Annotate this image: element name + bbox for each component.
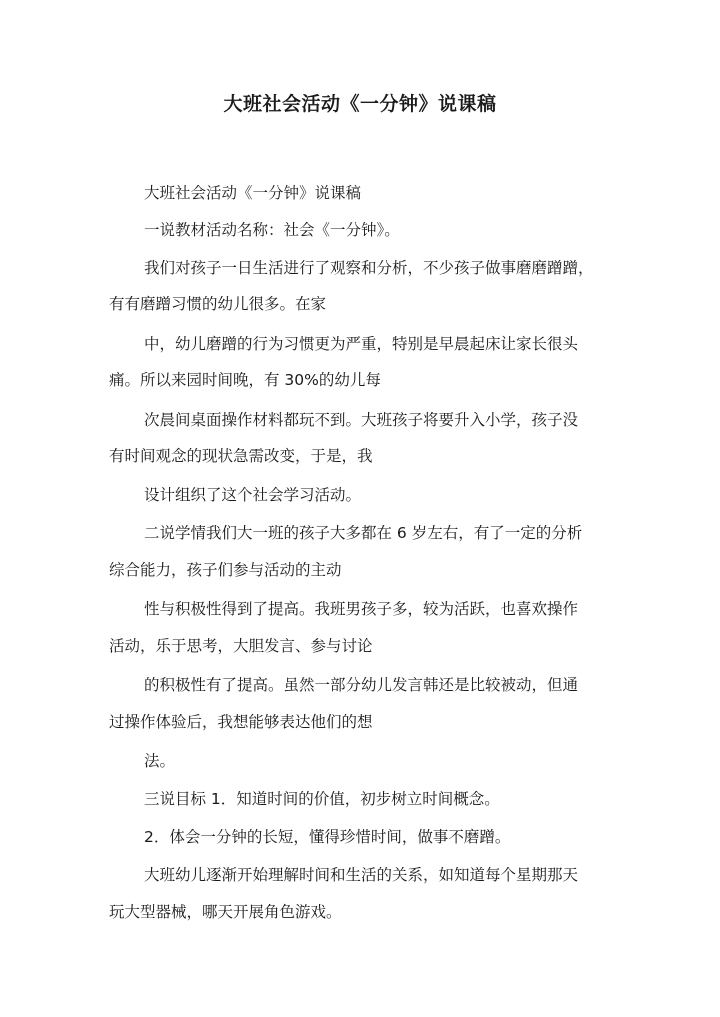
- paragraph-line: 法。: [144, 752, 176, 770]
- paragraph-line: 中，幼儿磨蹭的行为习惯更为严重，特别是早晨起床让家长很头: [144, 335, 579, 353]
- paragraph-line: 大班幼儿逐渐开始理解时间和生活的关系，如知道每个星期那天: [144, 866, 579, 884]
- paragraph-line: 的积极性有了提高。虽然一部分幼儿发言韩还是比较被动，但通: [144, 676, 579, 694]
- paragraph-line: 大班社会活动《一分钟》说课稿: [144, 184, 362, 202]
- paragraph-line: 一说教材活动名称：社会《一分钟》。: [144, 221, 400, 239]
- paragraph-line: 2．体会一分钟的长短，懂得珍惜时间，做事不磨蹭。: [144, 828, 511, 846]
- paragraph-line: 综合能力，孩子们参与活动的主动: [109, 561, 342, 579]
- paragraph-line: 三说目标 1．知道时间的价值，初步树立时间概念。: [144, 790, 500, 808]
- paragraph-line: 痛。所以来园时间晚，有 30%的幼儿每: [109, 371, 381, 389]
- paragraph-line: 二说学情我们大一班的孩子大多都在 6 岁左右，有了一定的分析: [144, 524, 583, 542]
- paragraph-line: 有时间观念的现状急需改变，于是，我: [109, 447, 373, 465]
- paragraph-line: 次晨间桌面操作材料都玩不到。大班孩子将要升入小学，孩子没: [144, 411, 579, 429]
- paragraph-line: 活动，乐于思考，大胆发言、参与讨论: [109, 637, 373, 655]
- paragraph-line: 设计组织了这个社会学习活动。: [144, 486, 362, 504]
- paragraph-line: 过操作体验后，我想能够表达他们的想: [109, 713, 373, 731]
- paragraph-line: 我们对孩子一日生活进行了观察和分析，不少孩子做事磨磨蹭蹭，: [144, 259, 594, 277]
- paragraph-line: 有有磨蹭习惯的幼儿很多。在家: [109, 295, 327, 313]
- paragraph-line: 性与积极性得到了提高。我班男孩子多，较为活跃，也喜欢操作: [144, 600, 579, 618]
- paragraph-line: 玩大型器械，哪天开展角色游戏。: [109, 903, 342, 921]
- page-title: 大班社会活动《一分钟》说课稿: [223, 93, 497, 115]
